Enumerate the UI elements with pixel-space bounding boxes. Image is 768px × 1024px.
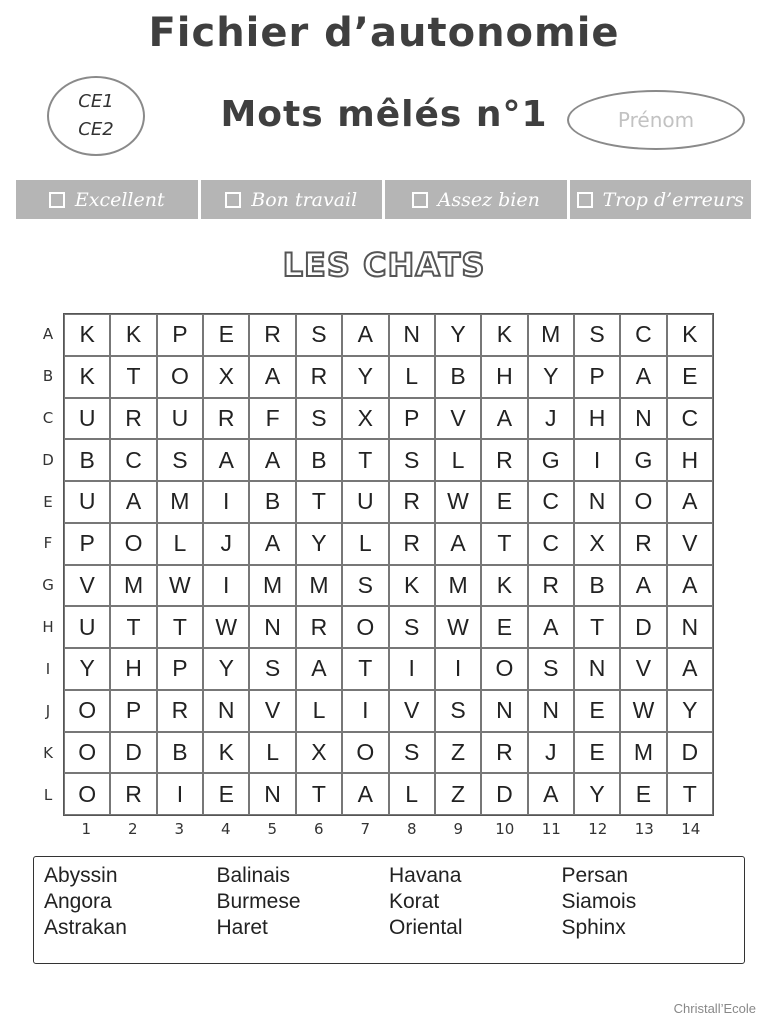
column-label: 5	[267, 820, 278, 838]
grid-cell[interactable]: T	[296, 481, 342, 523]
grid-cell[interactable]: Y	[342, 356, 388, 398]
eval-bon-travail[interactable]	[201, 180, 383, 219]
grid-cell[interactable]: Y	[574, 773, 620, 815]
column-label: 11	[541, 820, 561, 838]
grid-cell[interactable]: R	[389, 523, 435, 565]
grid-cell[interactable]: K	[667, 314, 713, 356]
grid-cell[interactable]: K	[110, 314, 156, 356]
grid-cell[interactable]: P	[64, 523, 110, 565]
grid-cell[interactable]: L	[157, 523, 203, 565]
grid-cell[interactable]: O	[620, 481, 666, 523]
grid-cell[interactable]: K	[64, 356, 110, 398]
word-column	[217, 863, 390, 957]
column-label: 8	[406, 820, 417, 838]
grid-cell[interactable]: N	[574, 481, 620, 523]
grid-cell[interactable]: A	[620, 565, 666, 607]
word-column	[389, 863, 562, 957]
grid-cell[interactable]: L	[342, 523, 388, 565]
grid-cell[interactable]: I	[157, 773, 203, 815]
grid-cell[interactable]: C	[620, 314, 666, 356]
grid-cell[interactable]: I	[574, 439, 620, 481]
grid-cell[interactable]: B	[574, 565, 620, 607]
column-label: 2	[127, 820, 138, 838]
word-column	[562, 863, 735, 957]
grid-cell[interactable]: E	[574, 690, 620, 732]
grid-cell[interactable]: A	[481, 398, 527, 440]
grid-cell[interactable]: I	[342, 690, 388, 732]
grid-cell[interactable]: L	[249, 732, 295, 774]
word-item: Persan	[561, 864, 629, 887]
grid-cell[interactable]: Y	[528, 356, 574, 398]
checkbox-icon[interactable]	[49, 192, 65, 208]
grid-cell[interactable]: K	[481, 314, 527, 356]
column-label: 1	[81, 820, 92, 838]
grid-cell[interactable]: O	[481, 648, 527, 690]
grid-cell[interactable]: C	[528, 481, 574, 523]
grid-cell[interactable]: P	[574, 356, 620, 398]
grid-cell[interactable]: O	[64, 690, 110, 732]
grid-cell[interactable]: M	[435, 565, 481, 607]
grid-cell[interactable]: P	[389, 398, 435, 440]
grid-cell[interactable]: R	[620, 523, 666, 565]
grid-cell[interactable]: N	[481, 690, 527, 732]
grid-cell[interactable]: O	[64, 773, 110, 815]
grid-cell[interactable]: V	[64, 565, 110, 607]
word-item: Astrakan	[44, 916, 127, 939]
grid-cell[interactable]: O	[64, 732, 110, 774]
worksheet-subtitle: Mots mêlés n°1	[220, 94, 548, 135]
word-list	[33, 856, 745, 964]
eval-excellent[interactable]	[16, 180, 198, 219]
grid-cell[interactable]: E	[203, 314, 249, 356]
grid-cell[interactable]: H	[110, 648, 156, 690]
word-item: Balinais	[216, 864, 291, 887]
grid-cell[interactable]: M	[110, 565, 156, 607]
grid-cell[interactable]: U	[342, 481, 388, 523]
grid-cell[interactable]: T	[110, 356, 156, 398]
grid-cell[interactable]: V	[620, 648, 666, 690]
column-label: 14	[681, 820, 701, 838]
eval-assez-bien[interactable]	[385, 180, 567, 219]
eval-label: Trop d’erreurs	[602, 188, 744, 211]
grid-cell[interactable]: X	[203, 356, 249, 398]
word-item: Haret	[216, 916, 268, 939]
grid-cell[interactable]: A	[667, 565, 713, 607]
grid-cell[interactable]: C	[528, 523, 574, 565]
page-title: Fichier d’autonomie	[148, 10, 620, 56]
grid-cell[interactable]: W	[435, 606, 481, 648]
grid-cell[interactable]: V	[389, 690, 435, 732]
grid-cell[interactable]: O	[342, 732, 388, 774]
grid-cell[interactable]: D	[110, 732, 156, 774]
column-label: 7	[360, 820, 371, 838]
column-label: 6	[313, 820, 324, 838]
grid-cell[interactable]: B	[249, 481, 295, 523]
grid-cell[interactable]: D	[667, 732, 713, 774]
grid-cell[interactable]: P	[157, 314, 203, 356]
grid-cell[interactable]: O	[110, 523, 156, 565]
grid-cell[interactable]: B	[157, 732, 203, 774]
grid-cell[interactable]: N	[249, 606, 295, 648]
grid-cell[interactable]: M	[296, 565, 342, 607]
column-labels	[63, 820, 714, 838]
grid-cell[interactable]: K	[389, 565, 435, 607]
grid-cell[interactable]: T	[574, 606, 620, 648]
grid-cell[interactable]: S	[389, 439, 435, 481]
grid-cell[interactable]: A	[342, 773, 388, 815]
grid-cell[interactable]: A	[620, 356, 666, 398]
grid-cell[interactable]: R	[110, 398, 156, 440]
grid-cell[interactable]: A	[667, 648, 713, 690]
grid-cell[interactable]: M	[157, 481, 203, 523]
grid-cell[interactable]: R	[296, 356, 342, 398]
grid-cell[interactable]: P	[110, 690, 156, 732]
grid-cell[interactable]: I	[203, 481, 249, 523]
grid-cell[interactable]: V	[435, 398, 481, 440]
word-item: Burmese	[216, 890, 301, 913]
column-label: 12	[588, 820, 608, 838]
column-label: 3	[174, 820, 185, 838]
grid-cell[interactable]: R	[296, 606, 342, 648]
grid-cell[interactable]: R	[528, 565, 574, 607]
grid-cell[interactable]: C	[110, 439, 156, 481]
grid-cell[interactable]: R	[249, 314, 295, 356]
row-label: L	[43, 785, 53, 804]
word-item: Siamois	[561, 890, 637, 913]
grid-cell[interactable]: E	[481, 481, 527, 523]
grid-cell[interactable]: O	[342, 606, 388, 648]
grid-cell[interactable]: J	[528, 398, 574, 440]
grid-cell[interactable]: M	[528, 314, 574, 356]
row-label: A	[42, 324, 54, 343]
grid-cell[interactable]: S	[249, 648, 295, 690]
checkbox-icon[interactable]	[225, 192, 241, 208]
grid-cell[interactable]: U	[157, 398, 203, 440]
word-item: Angora	[44, 890, 112, 913]
grid-cell[interactable]: N	[249, 773, 295, 815]
grid-cell[interactable]: L	[296, 690, 342, 732]
grid-cell[interactable]: A	[296, 648, 342, 690]
name-placeholder: Prénom	[617, 108, 695, 132]
grid-cell[interactable]: S	[574, 314, 620, 356]
word-item: Korat	[389, 890, 440, 913]
grid-cell[interactable]: B	[64, 439, 110, 481]
grid-cell[interactable]: R	[157, 690, 203, 732]
grid-cell[interactable]: K	[64, 314, 110, 356]
grid-cell[interactable]: Z	[435, 732, 481, 774]
grid-cell[interactable]: R	[481, 439, 527, 481]
row-label: K	[43, 743, 53, 762]
grid-cell[interactable]: V	[249, 690, 295, 732]
grid-cell[interactable]: S	[389, 606, 435, 648]
grid-cell[interactable]: X	[342, 398, 388, 440]
grid-cell[interactable]: I	[203, 565, 249, 607]
word-item: Sphinx	[561, 916, 626, 939]
grid-cell[interactable]: B	[435, 356, 481, 398]
evaluation-bar	[16, 180, 751, 219]
grid-cell[interactable]: J	[203, 523, 249, 565]
grid-cell[interactable]: A	[342, 314, 388, 356]
grid-cell[interactable]: N	[528, 690, 574, 732]
grid-cell[interactable]: L	[389, 773, 435, 815]
grid-cell[interactable]: D	[620, 606, 666, 648]
name-field[interactable]	[567, 90, 745, 150]
level-ce1: CE1	[78, 91, 114, 112]
grid-cell[interactable]: R	[203, 398, 249, 440]
grid-cell[interactable]: E	[620, 773, 666, 815]
grid-cell[interactable]: I	[435, 648, 481, 690]
grid-cell[interactable]: M	[620, 732, 666, 774]
grid-cell[interactable]: N	[574, 648, 620, 690]
grid-cell[interactable]: A	[528, 773, 574, 815]
row-labels	[36, 313, 60, 816]
grid-cell[interactable]: E	[203, 773, 249, 815]
grid-cell[interactable]: N	[667, 606, 713, 648]
checkbox-icon[interactable]	[412, 192, 428, 208]
grid-cell[interactable]: K	[481, 565, 527, 607]
row-label: H	[42, 618, 54, 637]
row-label: B	[42, 366, 54, 385]
grid-cell[interactable]: U	[64, 398, 110, 440]
credit: Christall’Ecole	[673, 1001, 756, 1016]
word-item: Havana	[389, 864, 462, 887]
grid-cell[interactable]: L	[389, 356, 435, 398]
grid-cell[interactable]: T	[342, 439, 388, 481]
eval-label: Assez bien	[437, 188, 540, 211]
grid-cell[interactable]: R	[389, 481, 435, 523]
grid-cell[interactable]: T	[667, 773, 713, 815]
grid-cell[interactable]: H	[481, 356, 527, 398]
grid-cell[interactable]: B	[296, 439, 342, 481]
grid-cell[interactable]: Y	[667, 690, 713, 732]
grid-cell[interactable]: G	[528, 439, 574, 481]
column-label: 10	[495, 820, 515, 838]
grid-cell[interactable]: S	[342, 565, 388, 607]
eval-label: Bon travail	[251, 188, 358, 211]
column-label: 4	[220, 820, 231, 838]
column-label: 13	[634, 820, 654, 838]
grid-cell[interactable]: L	[435, 439, 481, 481]
word-item: Abyssin	[44, 864, 118, 887]
word-column	[44, 863, 217, 957]
level-ce2: CE2	[78, 119, 114, 140]
grid-cell[interactable]: A	[528, 606, 574, 648]
grid-cell[interactable]: U	[64, 606, 110, 648]
eval-label: Excellent	[74, 188, 165, 211]
grid-cell[interactable]: A	[203, 439, 249, 481]
grid-cell[interactable]: R	[481, 732, 527, 774]
word-search-grid	[63, 313, 714, 816]
grid-cell[interactable]: Z	[435, 773, 481, 815]
grid-cell[interactable]: S	[296, 398, 342, 440]
row-label: J	[45, 701, 51, 720]
grid-cell[interactable]: F	[249, 398, 295, 440]
grid-cell[interactable]: Y	[435, 314, 481, 356]
grid-cell[interactable]: K	[203, 732, 249, 774]
grid-cell[interactable]: T	[296, 773, 342, 815]
grid-cell[interactable]: Y	[296, 523, 342, 565]
grid-cell[interactable]: C	[667, 398, 713, 440]
grid-cell[interactable]: A	[667, 481, 713, 523]
grid-cell[interactable]: P	[157, 648, 203, 690]
grid-cell[interactable]: S	[435, 690, 481, 732]
grid-cell[interactable]: W	[435, 481, 481, 523]
grid-cell[interactable]: H	[574, 398, 620, 440]
grid-cell[interactable]: T	[157, 606, 203, 648]
grid-cell[interactable]: A	[435, 523, 481, 565]
grid-cell[interactable]: V	[667, 523, 713, 565]
grid-cell[interactable]: G	[620, 439, 666, 481]
grid-cell[interactable]: W	[157, 565, 203, 607]
row-label: I	[45, 660, 51, 679]
grid-cell[interactable]: D	[481, 773, 527, 815]
grid-cell[interactable]: M	[249, 565, 295, 607]
grid-cell[interactable]: N	[389, 314, 435, 356]
grid-cell[interactable]: U	[64, 481, 110, 523]
grid-cell[interactable]: E	[667, 356, 713, 398]
row-label: F	[43, 534, 53, 553]
grid-cell[interactable]: S	[157, 439, 203, 481]
grid-cell[interactable]: N	[203, 690, 249, 732]
grid-cell[interactable]: T	[342, 648, 388, 690]
grid-cell[interactable]: I	[389, 648, 435, 690]
grid-cell[interactable]: N	[620, 398, 666, 440]
grid-cell[interactable]: R	[110, 773, 156, 815]
grid-cell[interactable]: A	[249, 356, 295, 398]
grid-cell[interactable]: Y	[64, 648, 110, 690]
checkbox-icon[interactable]	[577, 192, 593, 208]
row-label: E	[43, 492, 53, 511]
grid-cell[interactable]: J	[528, 732, 574, 774]
grid-cell[interactable]: W	[203, 606, 249, 648]
grid-cell[interactable]: X	[296, 732, 342, 774]
grid-cell[interactable]: Y	[203, 648, 249, 690]
grid-cell[interactable]: A	[249, 523, 295, 565]
grid-cell[interactable]: T	[481, 523, 527, 565]
level-oval	[47, 76, 145, 156]
grid-cell[interactable]: S	[528, 648, 574, 690]
grid-cell[interactable]: A	[110, 481, 156, 523]
grid-cell[interactable]: E	[574, 732, 620, 774]
grid-cell[interactable]: A	[249, 439, 295, 481]
row-label: D	[42, 450, 54, 469]
word-item: Oriental	[389, 916, 463, 939]
column-label: 9	[453, 820, 464, 838]
grid-cell[interactable]: H	[667, 439, 713, 481]
eval-trop-erreurs[interactable]	[570, 180, 752, 219]
row-label: G	[42, 576, 54, 595]
grid-cell[interactable]: W	[620, 690, 666, 732]
grid-cell[interactable]: O	[157, 356, 203, 398]
section-title: LES CHATS	[282, 246, 486, 284]
grid-cell[interactable]: E	[481, 606, 527, 648]
grid-cell[interactable]: T	[110, 606, 156, 648]
grid-cell[interactable]: S	[389, 732, 435, 774]
grid-cell[interactable]: S	[296, 314, 342, 356]
row-label: C	[42, 408, 54, 427]
grid-cell[interactable]: X	[574, 523, 620, 565]
